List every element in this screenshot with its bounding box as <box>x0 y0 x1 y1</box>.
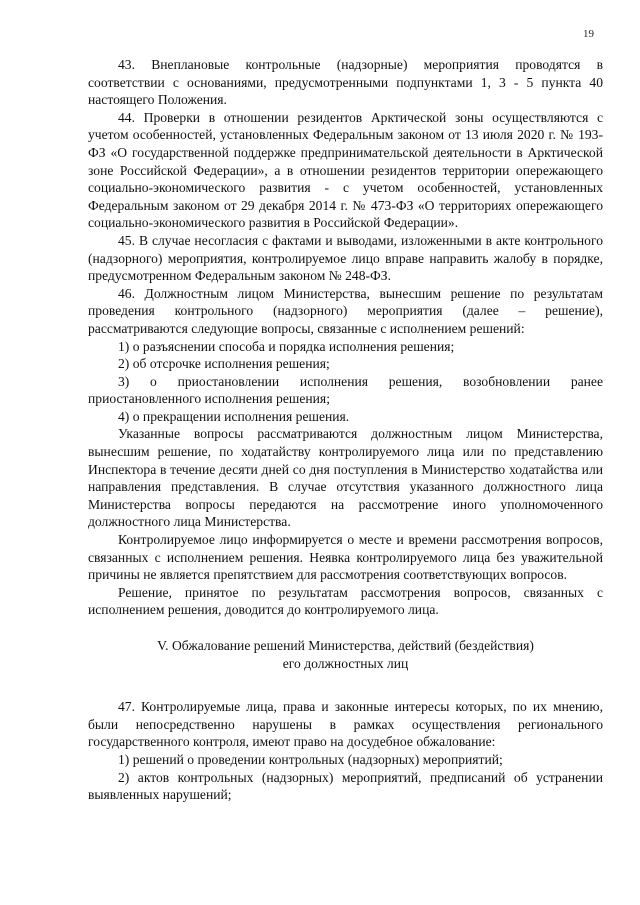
paragraph-43: 43. Внеплановые контрольные (надзорные) мероприятия проводятся в соответствии с основаниями, предусмотренными подпунктами 1, 3 - 5 пункта 40 настоящего Положения. <box>88 57 603 108</box>
paragraph-45: 45. В случае несогласия с фактами и выводами, изложенными в акте контрольного (надзорного) мероприятия, контролируемое лицо вправе направить жалобу в порядке, предусмотренном Федеральным законом № 248-ФЗ. <box>88 232 603 284</box>
list-item-47-2: 2) актов контрольных (надзорных) мероприятий, предписаний об устранении выявленных нарушений; <box>88 769 603 803</box>
section-heading-line-2: его должностных лиц <box>282 655 409 671</box>
list-item-47-1: 1) решений о проведении контрольных (надзорных) мероприятий; <box>118 751 503 767</box>
paragraph-47: 47. Контролируемые лица, права и законные интересы которых, по их мнению, были непосредственно нарушены в рамках осуществления регионального государственного контроля, имеют право на досудебное обжалование: <box>88 699 603 750</box>
paragraph-informing: Контролируемое лицо информируется о месте и времени рассмотрения вопросов, связанных с исполнением решения. Неявка контролируемого лица без уважительной причины не является препятствием для рассмотрения соответствующих вопросов. <box>88 532 603 583</box>
list-item-46-3: 3) о приостановлении исполнения решения, возобновлении ранее приостановленного исполнения решения; <box>88 373 603 407</box>
paragraph-questions: Указанные вопросы рассматриваются должностным лицом Министерства, вынесшим решение, по ходатайству контролируемого лица или по представлению Инспектора в течение десяти дней со дня поступления в Министерство ходатайства или направления представления. В случае отсутствия указанного должностного лица Министерства вопросы передаются на рассмотрение иного уполномоченного должностного лица Министерства. <box>88 426 603 530</box>
section-heading <box>88 637 603 672</box>
list-item-46-1: 1) о разъяснении способа и порядка исполнения решения; <box>118 338 455 354</box>
document-body <box>88 56 603 804</box>
section-heading-line-1: V. Обжалование решений Министерства, действий (бездействия) <box>157 638 534 653</box>
paragraph-46: 46. Должностным лицом Министерства, вынесшим решение по результатам проведения контрольного (надзорного) мероприятия (далее – решение), рассматриваются следующие вопросы, связанные с исполнением решений: <box>88 285 603 336</box>
list-item-46-2: 2) об отсрочке исполнения решения; <box>118 356 330 372</box>
paragraph-44: 44. Проверки в отношении резидентов Арктической зоны осуществляются с учетом особенностей, установленных Федеральным законом от 13 июля 2020 г. № 193-ФЗ «О государственной поддержке предпринимательской деятельности в Арктической зоне Российской Федерации», а в отношении резидентов территории опережающего социально-экономического развития - с учетом особенностей, установленных Федеральным законом от 29 декабря 2014 г. № 473-ФЗ «О территориях опережающего социально-экономического развития в Российской Федерации». <box>88 109 603 231</box>
list-item-46-4: 4) о прекращении исполнения решения. <box>118 408 350 424</box>
page-number: 19 <box>583 28 594 40</box>
paragraph-decision: Решение, принятое по результатам рассмотрения вопросов, связанных с исполнением решения, доводится до контролируемого лица. <box>88 584 603 618</box>
